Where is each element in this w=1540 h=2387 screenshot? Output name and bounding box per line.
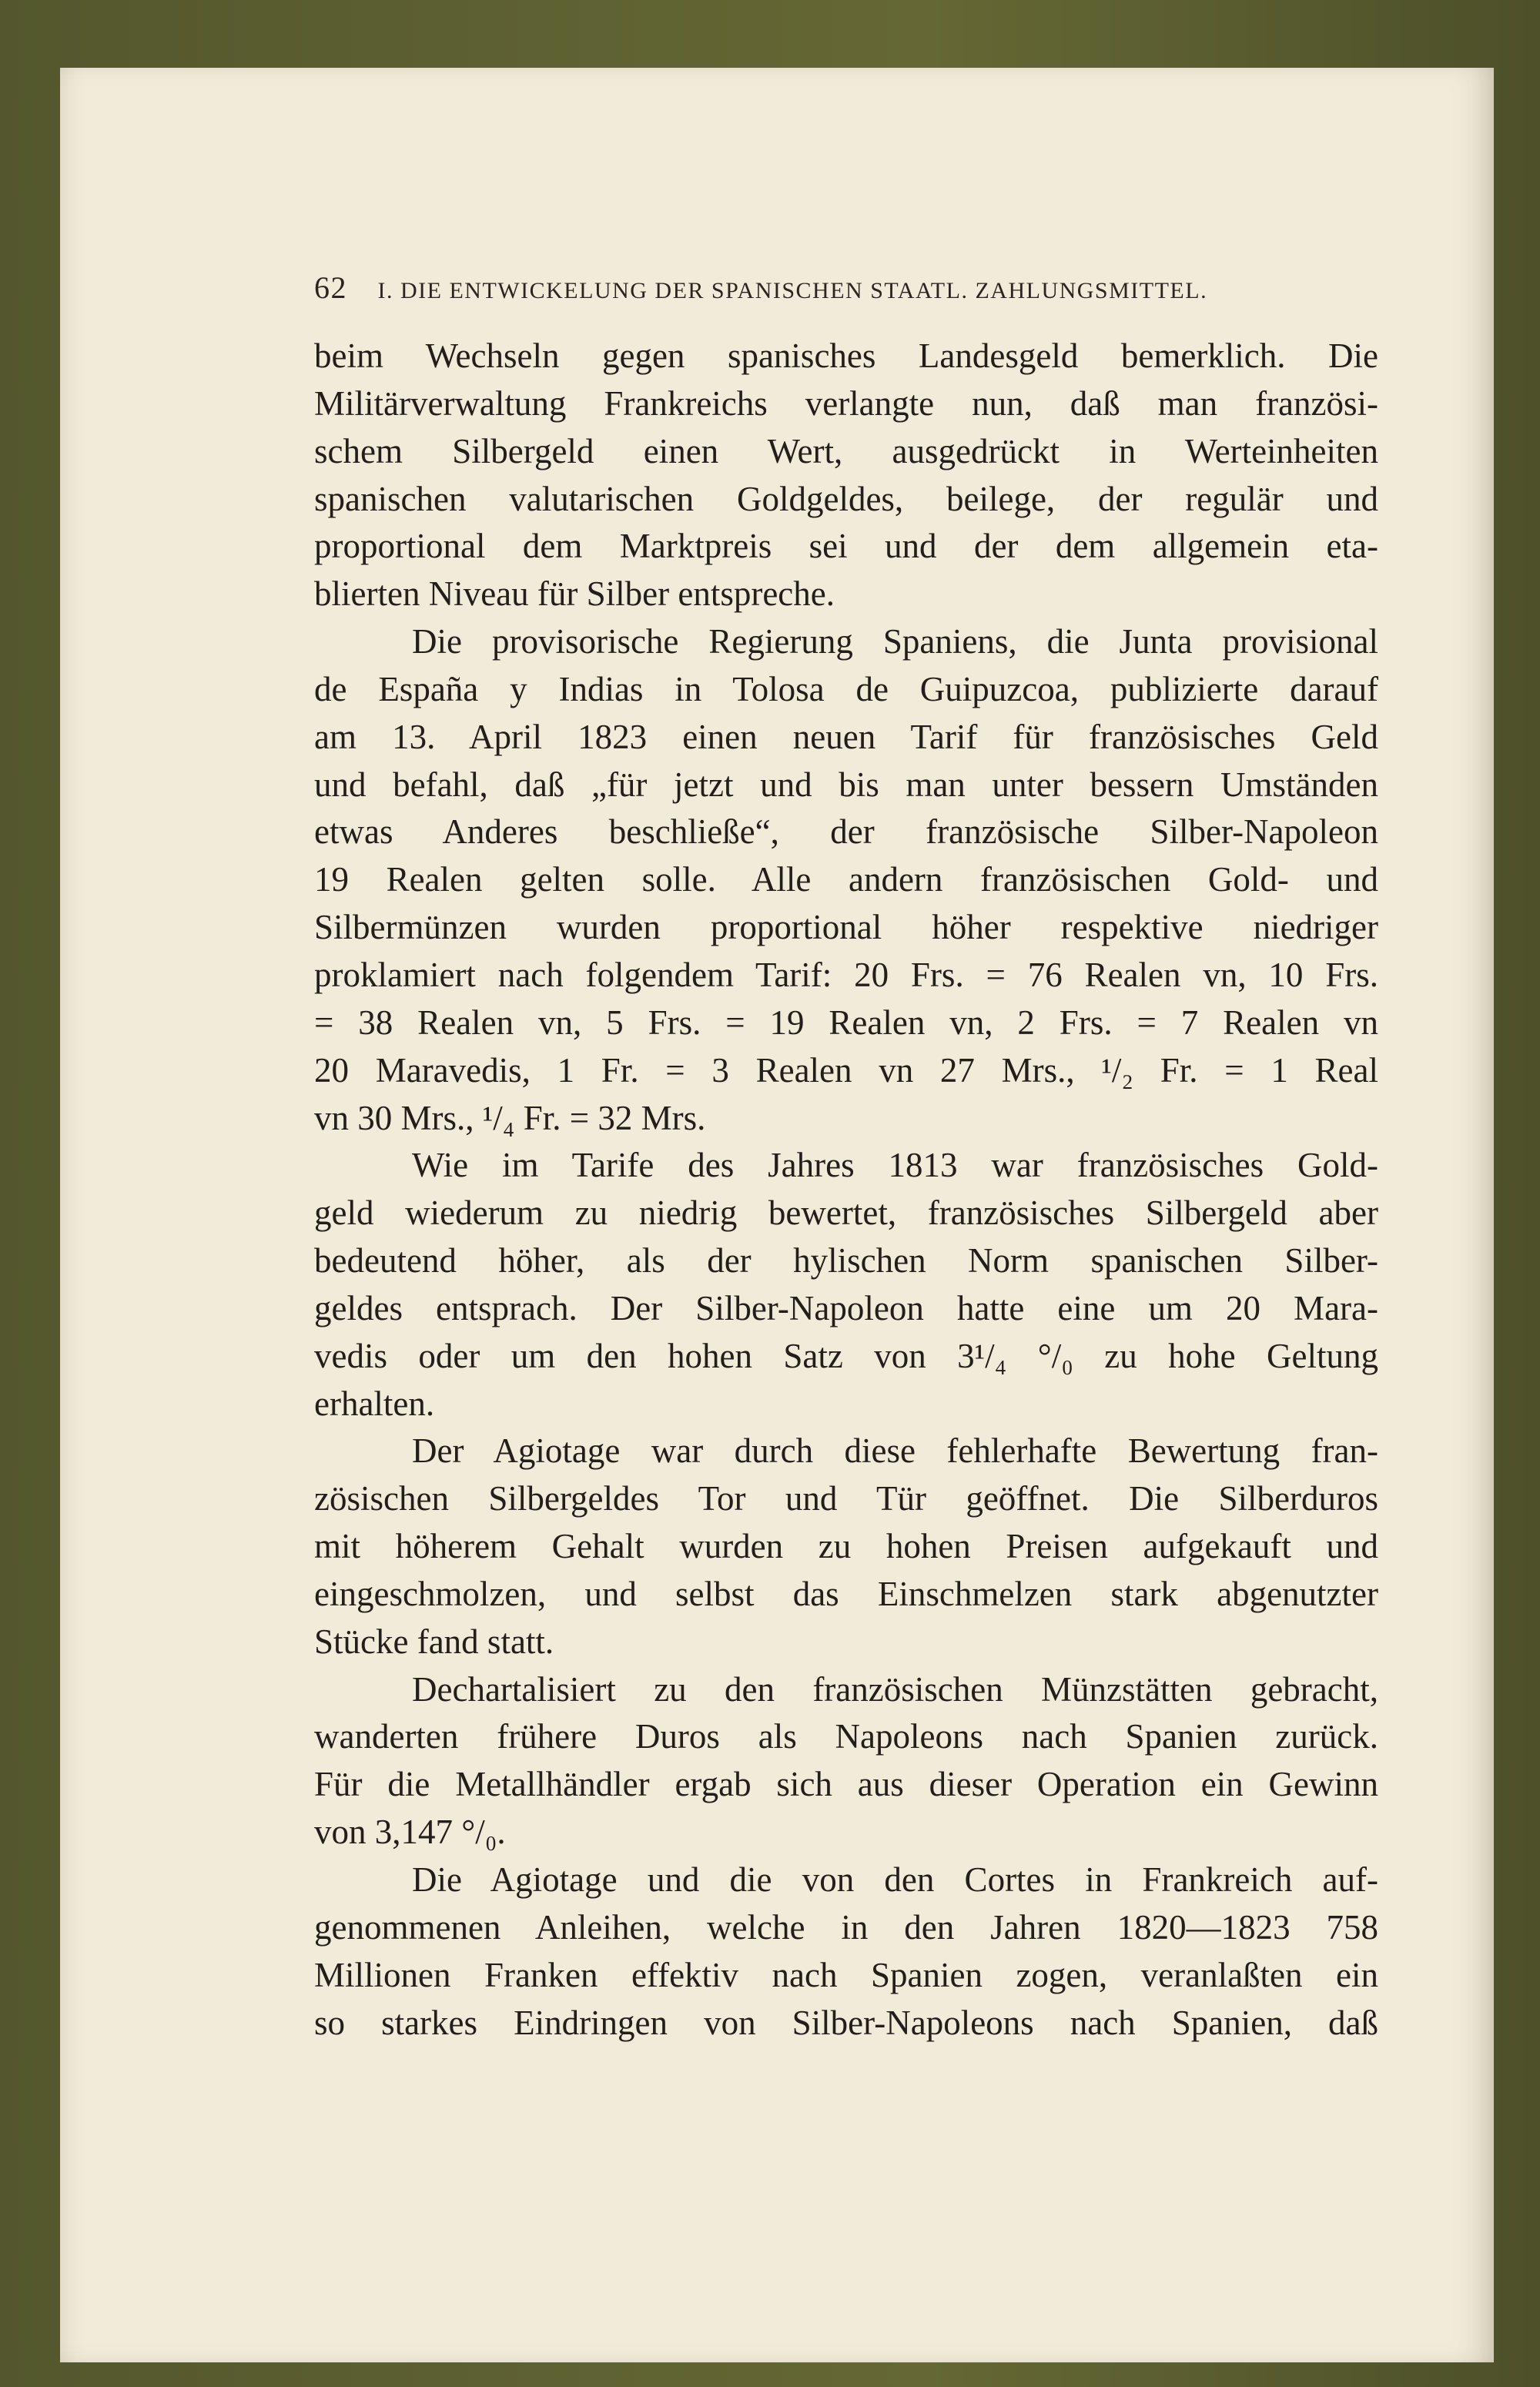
page-number: 62 (314, 270, 347, 305)
text-line: und befahl, daß „für jetzt und bis man unter bessern Umständen (314, 765, 1378, 804)
text-line: Militärverwaltung Frankreichs verlangte nun, daß man französi- (314, 383, 1378, 423)
text-line: Millionen Franken effektiv nach Spanien zogen, veranlaßten ein (314, 1955, 1378, 1994)
text-line: Die provisorische Regierung Spaniens, die Junta provisional (412, 622, 1378, 661)
text-line: 20 Maravedis, 1 Fr. = 3 Realen vn 27 Mrs., ¹/₂ Fr. = 1 Real (314, 1050, 1378, 1090)
body-text (314, 333, 1378, 2047)
text-line: = 38 Realen vn, 5 Frs. = 19 Realen vn, 2 Frs. = 7 Realen vn (314, 1003, 1378, 1042)
text-line: mit höherem Gehalt wurden zu hohen Preisen aufgekauft und (314, 1527, 1378, 1566)
text-line: Stücke fand statt. (314, 1622, 554, 1661)
paragraph (314, 1856, 1378, 2047)
text-line: beim Wechseln gegen spanisches Landesgeld bemerklich. Die (314, 336, 1378, 375)
paragraph (314, 1428, 1378, 1666)
text-line: bedeutend höher, als der hylischen Norm spanischen Silber- (314, 1241, 1378, 1281)
text-line: Die Agiotage und die von den Cortes in Frankreich auf- (412, 1860, 1378, 1899)
text-line: vn 30 Mrs., ¹/₄ Fr. = 32 Mrs. (314, 1098, 706, 1137)
paragraph (314, 1666, 1378, 1856)
text-line: genommenen Anleihen, welche in den Jahren 1820—1823 758 (314, 1907, 1378, 1947)
text-line: spanischen valutarischen Goldgeldes, beilege, der regulär und (314, 479, 1378, 518)
text-line: vedis oder um den hohen Satz von 3¹/₄ °/₀ zu hohe Geltung (314, 1336, 1378, 1375)
text-line: schem Silbergeld einen Wert, ausgedrückt in Werteinheiten (314, 431, 1378, 470)
text-line: Silbermünzen wurden proportional höher respektive niedriger (314, 908, 1378, 947)
text-line: Wie im Tarife des Jahres 1813 war französisches Gold- (412, 1146, 1378, 1185)
text-line: Der Agiotage war durch diese fehlerhafte Bewertung fran- (412, 1431, 1378, 1471)
text-line: blierten Niveau für Silber entspreche. (314, 574, 835, 614)
text-line: eingeschmolzen, und selbst das Einschmelzen stark abgenutzter (314, 1574, 1378, 1613)
page-header (314, 270, 1329, 306)
text-line: 19 Realen gelten solle. Alle andern französischen Gold- und (314, 860, 1378, 899)
text-line: zösischen Silbergeldes Tor und Tür geöffnet. Die Silberduros (314, 1479, 1378, 1518)
text-line: proportional dem Marktpreis sei und der dem allgemein eta- (314, 527, 1378, 566)
text-line: erhalten. (314, 1384, 435, 1423)
text-line: von 3,147 °/₀. (314, 1813, 506, 1852)
text-line: so starkes Eindringen von Silber-Napoleons nach Spanien, daß (314, 2003, 1378, 2042)
text-line: Dechartalisiert zu den französischen Münzstätten gebracht, (412, 1669, 1378, 1709)
text-line: Für die Metallhändler ergab sich aus dieser Operation ein Gewinn (314, 1765, 1378, 1804)
running-title: I. DIE ENTWICKELUNG DER SPANISCHEN STAATL. ZAHLUNGSMITTEL. (377, 278, 1208, 303)
text-line: etwas Anderes beschließe“, der französische Silber-Napoleon (314, 812, 1378, 852)
text-line: de España y Indias in Tolosa de Guipuzcoa, publizierte darauf (314, 669, 1378, 708)
paragraph (314, 1142, 1378, 1428)
text-line: wanderten frühere Duros als Napoleons nach Spanien zurück. (314, 1717, 1378, 1756)
paragraph (314, 333, 1378, 618)
text-line: geldes entsprach. Der Silber-Napoleon hatte eine um 20 Mara- (314, 1288, 1378, 1327)
text-line: proklamiert nach folgendem Tarif: 20 Frs. = 76 Realen vn, 10 Frs. (314, 955, 1378, 994)
text-line: geld wiederum zu niedrig bewertet, französisches Silbergeld aber (314, 1194, 1378, 1233)
paragraph (314, 618, 1378, 1142)
text-line: am 13. April 1823 einen neuen Tarif für französisches Geld (314, 717, 1378, 756)
